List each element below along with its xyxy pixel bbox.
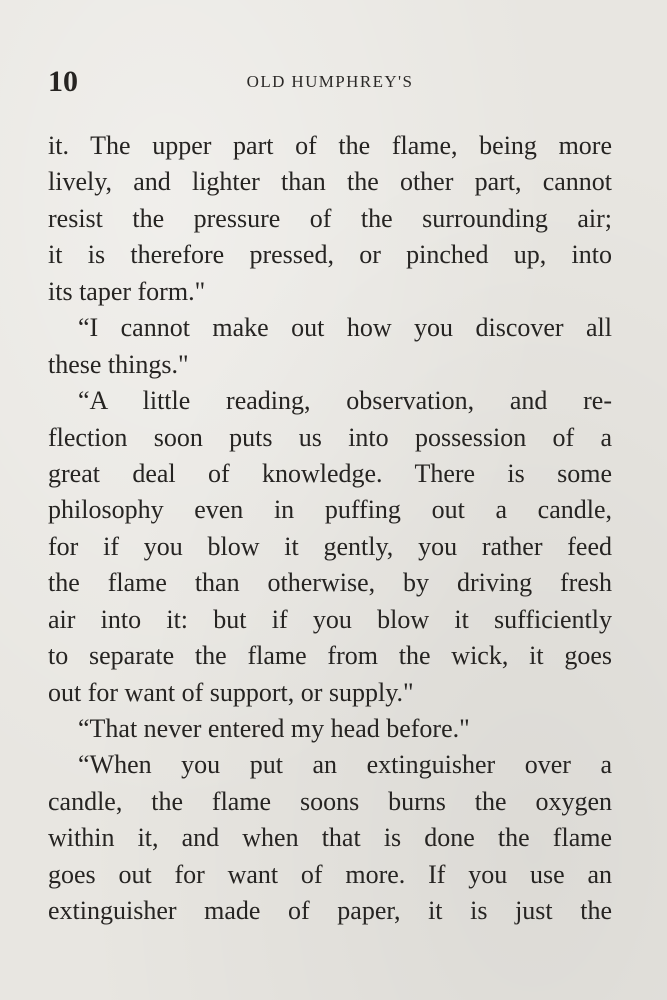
text-line: candle, the flame soons burns the oxygen [48,786,612,816]
text-line: to separate the flame from the wick, it goes [48,641,612,671]
text-line: it. The upper part of the flame, being more [48,131,612,160]
text-line: resist the pressure of the surrounding air; [48,203,612,233]
page-number: 10 [48,65,78,98]
text-line: out for want of support, or supply." [48,677,414,707]
text-line: “When you put an extinguisher over a [78,750,612,780]
running-head [48,66,612,98]
text-line: its taper form." [48,276,206,306]
text-line: great deal of knowledge. There is some [48,458,612,488]
text-line: “That never entered my head before." [78,714,470,743]
text-line: these things." [48,349,189,379]
running-title: OLD HUMPHREY'S [246,72,414,91]
text-line: goes out for want of more. If you use an [48,859,612,889]
text-line: “I cannot make out how you discover all [78,313,612,343]
text-line: “A little reading, observation, and re- [78,386,612,416]
text-line: within it, and when that is done the flame [48,823,612,853]
text-line: lively, and lighter than the other part, cannot [48,167,612,197]
text-line: it is therefore pressed, or pinched up, into [48,240,612,270]
text-line: flection soon puts us into possession of a [48,422,612,452]
text-line: for if you blow it gently, you rather feed [48,531,612,561]
text-line: extinguisher made of paper, it is just the [48,896,612,926]
text-line: philosophy even in puffing out a candle, [48,495,612,525]
text-line: the flame than otherwise, by driving fresh [48,568,612,598]
text-line: air into it: but if you blow it sufficiently [48,604,612,634]
body-text [48,128,612,930]
